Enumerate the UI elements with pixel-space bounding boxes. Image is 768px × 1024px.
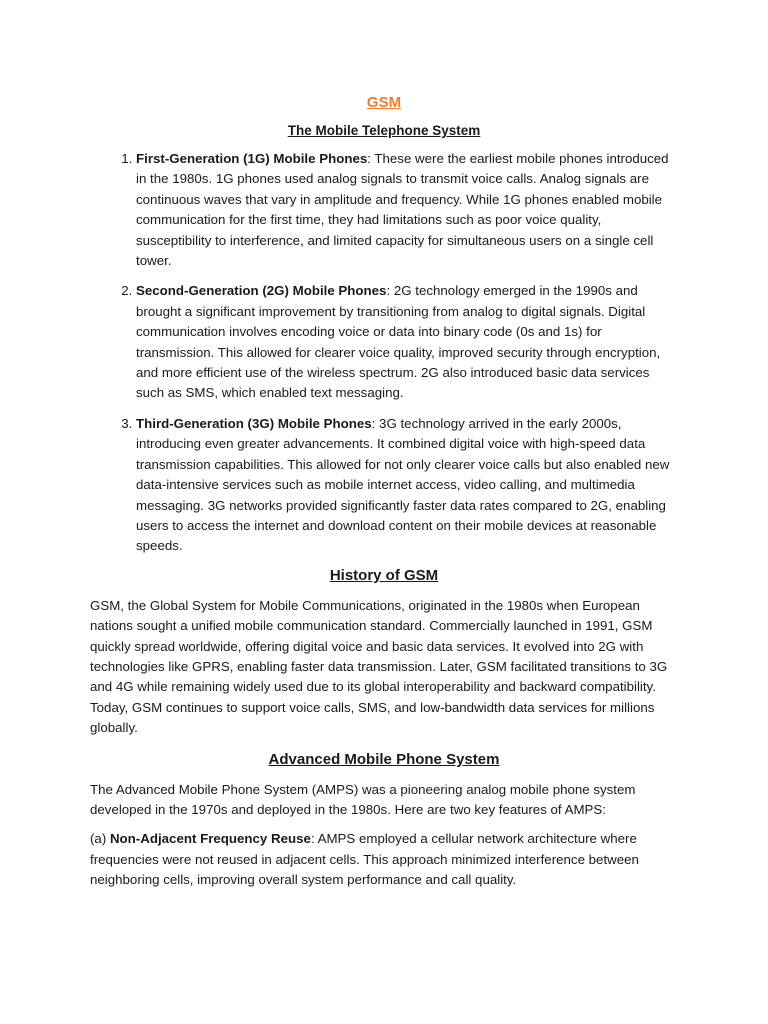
list-item-text: : These were the earliest mobile phones introduced in the 1980s. 1G phones used analog signals to transmit voice calls. Analog signals are continuous waves that vary in amplitude and frequency. While 1G phones enabled mobile communication for the first time, they had limitations such as poor voice quality, susceptibility to interference, and limited capacity for simultaneous users on a single cell tower. — [136, 151, 669, 269]
document-subtitle: The Mobile Telephone System — [287, 123, 481, 138]
feature-prefix: (a) — [90, 831, 110, 847]
amps-heading: Advanced Mobile Phone System — [268, 750, 500, 768]
feature-lead: Non-Adjacent Frequency Reuse — [109, 831, 311, 847]
document-title: GSM — [366, 94, 402, 111]
list-item-text: : 3G technology arrived in the early 2000s, introducing even greater advancements. It combined digital voice with high-speed data transmission capabilities. This allowed for not only clearer voice calls but also enabled new data-intensive services such as mobile internet access, video calling, and multimedia messaging. 3G networks provided significantly faster data rates compared to 2G, enabling users to access the internet and download content on their mobile devices at reasonable speeds. — [136, 415, 670, 554]
list-item-lead: Third-Generation (3G) Mobile Phones — [136, 415, 372, 431]
feature-text: : AMPS employed a cellular network architecture where frequencies were not reused in adjacent cells. This approach minimized interference between neighboring cells, improving overall system performance and call quality. — [90, 831, 639, 888]
history-heading: History of GSM — [329, 566, 439, 584]
list-item-lead: First-Generation (1G) Mobile Phones — [136, 151, 368, 166]
generation-list — [90, 149, 678, 557]
history-paragraph: GSM, the Global System for Mobile Communications, originated in the 1980s when European nations sought a unified mobile communication standard. Commercially launched in 1991, GSM quickly spread worldwide, offering digital voice and basic data services. It evolved into 2G with technologies like GPRS, enabling faster data transmission. Later, GSM facilitated transitions to 3G and 4G while remaining widely used due to its global interoperability and backward compatibility. Today, GSM continues to support voice calls, SMS, and low-bandwidth data services for millions globally. — [90, 597, 668, 736]
list-item-3g — [136, 414, 678, 557]
amps-intro-paragraph: The Advanced Mobile Phone System (AMPS) was a pioneering analog mobile phone system developed in the 1970s and deployed in the 1980s. Here are two key features of AMPS: — [90, 781, 636, 817]
list-item-text: : 2G technology emerged in the 1990s and brought a significant improvement by transitioning from analog to digital signals. Digital communication involves encoding voice or data into binary code (0s and 1s) for transmission. This allowed for clearer voice quality, improved security through encryption, and more efficient use of the wireless spectrum. 2G also introduced basic data services such as SMS, which enabled text messaging. — [136, 283, 661, 401]
amps-feature-a-paragraph — [90, 829, 678, 890]
list-item-1g — [136, 149, 678, 271]
list-item-2g — [136, 281, 678, 403]
list-item-lead: Second-Generation (2G) Mobile Phones — [136, 283, 387, 299]
